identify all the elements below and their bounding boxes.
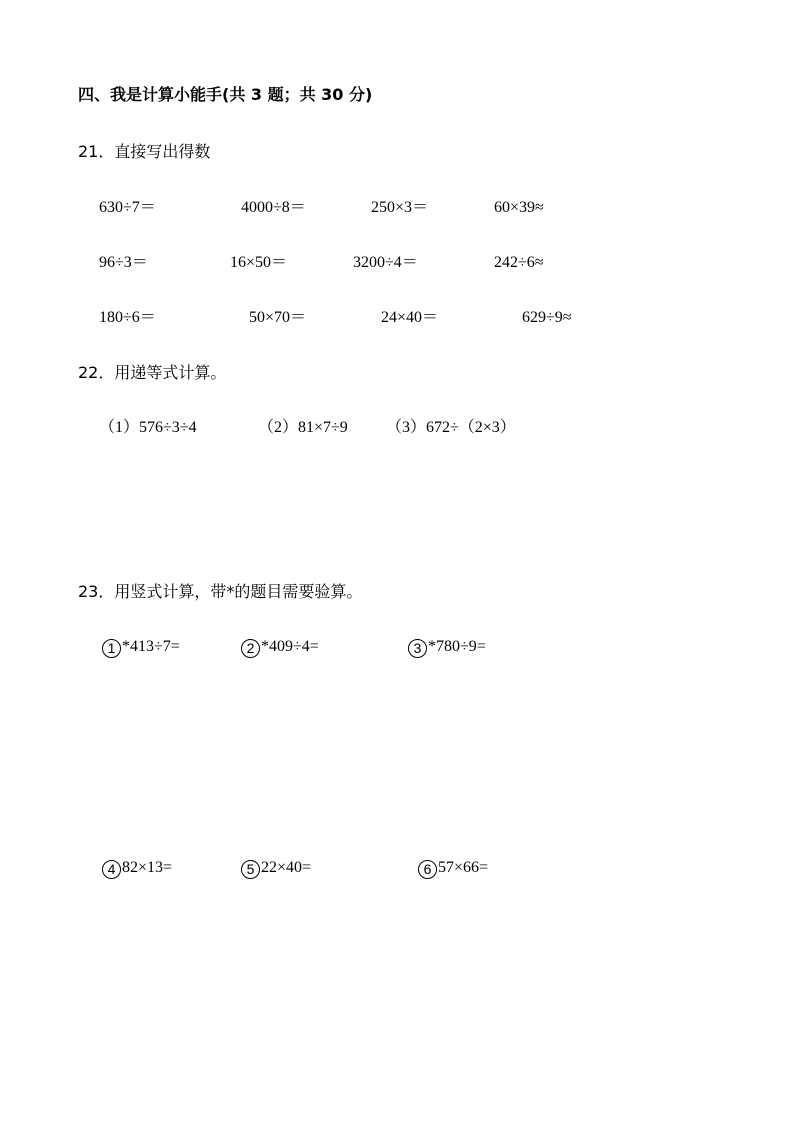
circled-number: 5: [241, 860, 260, 879]
q23-item: [408, 636, 486, 658]
q23-expr: 57×66=: [438, 859, 489, 876]
circled-number: 3: [408, 639, 427, 658]
q23-expr: 82×13=: [122, 859, 173, 876]
circled-number: 6: [418, 860, 437, 879]
q23-heading: 23．用竖式计算，带*的题目需要验算。: [78, 582, 363, 601]
q23-item: [418, 857, 488, 879]
q22-item: （2）81×7÷9: [258, 419, 348, 436]
q22-heading: 22．用递等式计算。: [78, 363, 227, 382]
q22-item: （1）576÷3÷4: [99, 419, 197, 436]
q21-expr: 4000÷8＝: [241, 199, 306, 216]
q23-expr: *409÷4=: [261, 638, 319, 655]
q21-heading: 21．直接写出得数: [78, 142, 211, 161]
circled-number: 2: [241, 639, 260, 658]
q23-expr: 22×40=: [261, 859, 312, 876]
q21-expr: 250×3＝: [371, 199, 429, 216]
q21-expr: 16×50＝: [230, 254, 288, 271]
q23-expr: *413÷7=: [122, 638, 180, 655]
q21-expr: 629÷9≈: [522, 309, 572, 326]
q21-expr: 180÷6＝: [99, 309, 156, 326]
q21-expr: 24×40＝: [381, 309, 439, 326]
q23-item: [102, 636, 180, 658]
q21-expr: 60×39≈: [494, 199, 544, 216]
q23-item: [102, 857, 172, 879]
section-title: 四、我是计算小能手(共 3 题；共 30 分): [78, 85, 373, 104]
q23-item: [241, 636, 319, 658]
q21-expr: 630÷7＝: [99, 199, 156, 216]
q21-expr: 3200÷4＝: [353, 254, 418, 271]
q23-item: [241, 857, 311, 879]
q21-expr: 50×70＝: [249, 309, 307, 326]
circled-number: 4: [102, 860, 121, 879]
q21-expr: 96÷3＝: [99, 254, 148, 271]
q23-expr: *780÷9=: [428, 638, 486, 655]
circled-number: 1: [102, 639, 121, 658]
q21-expr: 242÷6≈: [494, 254, 544, 271]
q22-item: （3）672÷（2×3）: [386, 419, 516, 436]
